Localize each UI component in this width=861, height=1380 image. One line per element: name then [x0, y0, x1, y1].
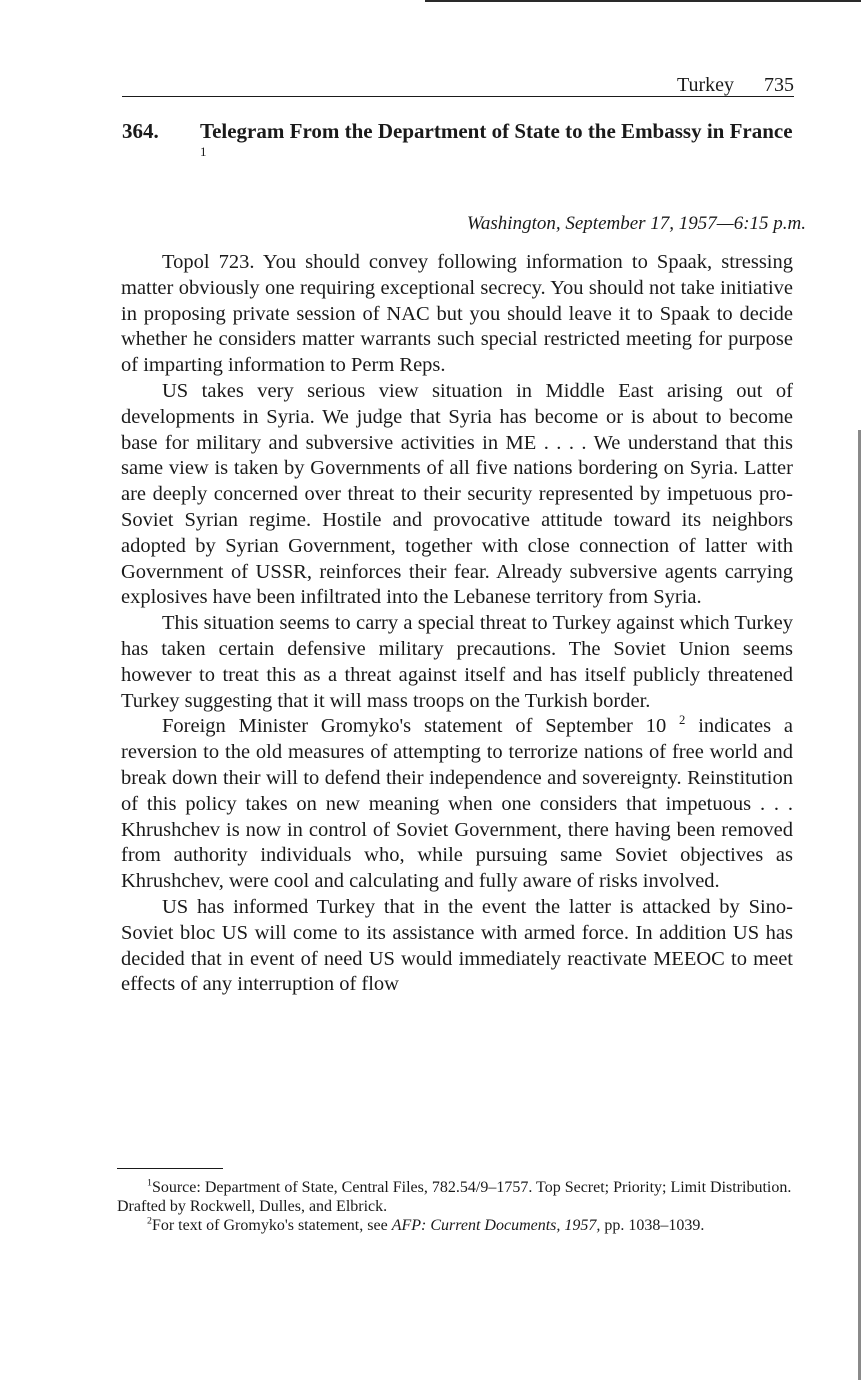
paragraph-4-start: Foreign Minister Gromyko's statement of September 10: [162, 715, 667, 738]
footnote-1-marker: 1: [147, 1177, 152, 1189]
footnote-divider: [117, 1168, 223, 1169]
footnotes: [117, 1178, 793, 1235]
paragraph-3: This situation seems to carry a special threat to Turkey against which Turkey has taken certain defensive military precautions. The Soviet Union seems however to treat this as a threat against itself and has itself publicly threatened Turkey suggesting that it will mass troops on the Turkish border.: [121, 612, 793, 712]
footnote-2-text-start: For text of Gromyko's statement, see: [151, 1217, 392, 1234]
scan-top-edge: [425, 0, 861, 2]
document-title-text: Telegram From the Department of State to the Embassy in France: [200, 119, 793, 143]
document-number: 364.: [122, 119, 159, 143]
footnote-ref-2: 2: [679, 713, 686, 728]
footnote-ref-1: 1: [200, 144, 207, 159]
footnote-2: [117, 1216, 793, 1235]
paragraph-2: US takes very serious view situation in Middle East arising out of developments in Syria. We judge that Syria has become or is about to become base for military and subversive activities in ME . . . . We understand that this same view is taken by Governments of all five nations bordering on Syria. Latter are deeply concerned over threat to their security represented by impetuous pro-Soviet Syrian regime. Hostile and provocative attitude toward its neighbors adopted by Syrian Government, together with close connection of latter with Government of USSR, reinforces their fear. Already subversive agents carrying explosives have been infiltrated into the Lebanese territory from Syria.: [121, 379, 793, 609]
running-head: [122, 74, 794, 97]
footnote-2-citation: AFP: Current Documents, 1957,: [391, 1217, 601, 1234]
page-number: 735: [764, 74, 794, 96]
paragraph-1: Topol 723. You should convey following information to Spaak, stressing matter obviously one requiring exceptional secrecy. You should not take initiative in proposing private session of NAC but you should leave it to Spaak to decide whether he considers matter warrants such special restricted meeting for purpose of imparting information to Perm Reps.: [121, 251, 793, 377]
footnote-1: [117, 1178, 793, 1216]
paragraph-5: US has informed Turkey that in the event the latter is attacked by Sino-Soviet bloc US will come to its assistance with armed force. In addition US has decided that in event of need US would immediately reactivate MEEOC to meet effects of any interruption of flow: [121, 895, 793, 996]
footnote-2-text-end: pp. 1038–1039.: [600, 1217, 705, 1234]
paragraph-4-rest: indicates a reversion to the old measures of attempting to terrorize nations of free world and break down their will to defend their independence and sovereignty. Reinstitution of this policy takes on new meaning when one considers that impetuous . . . Khrushchev is now in control of Soviet Government, there having been removed from authority individuals who, while pursuing same Soviet objectives as Khrushchev, were cool and calculating and fully aware of risks involved.: [121, 715, 794, 893]
running-head-title: Turkey: [676, 74, 734, 96]
paragraph-4: [121, 714, 793, 895]
document-title: [200, 118, 794, 170]
body-text: [121, 250, 793, 998]
dateline: Washington, September 17, 1957—6:15 p.m.: [466, 213, 806, 234]
footnote-2-marker: 2: [147, 1215, 152, 1227]
footnote-1-text: Source: Department of State, Central Files, 782.54/9–1757. Top Secret; Priority; Limit Distribution. Drafted by Rockwell, Dulles, and Elbrick.: [117, 1179, 792, 1215]
